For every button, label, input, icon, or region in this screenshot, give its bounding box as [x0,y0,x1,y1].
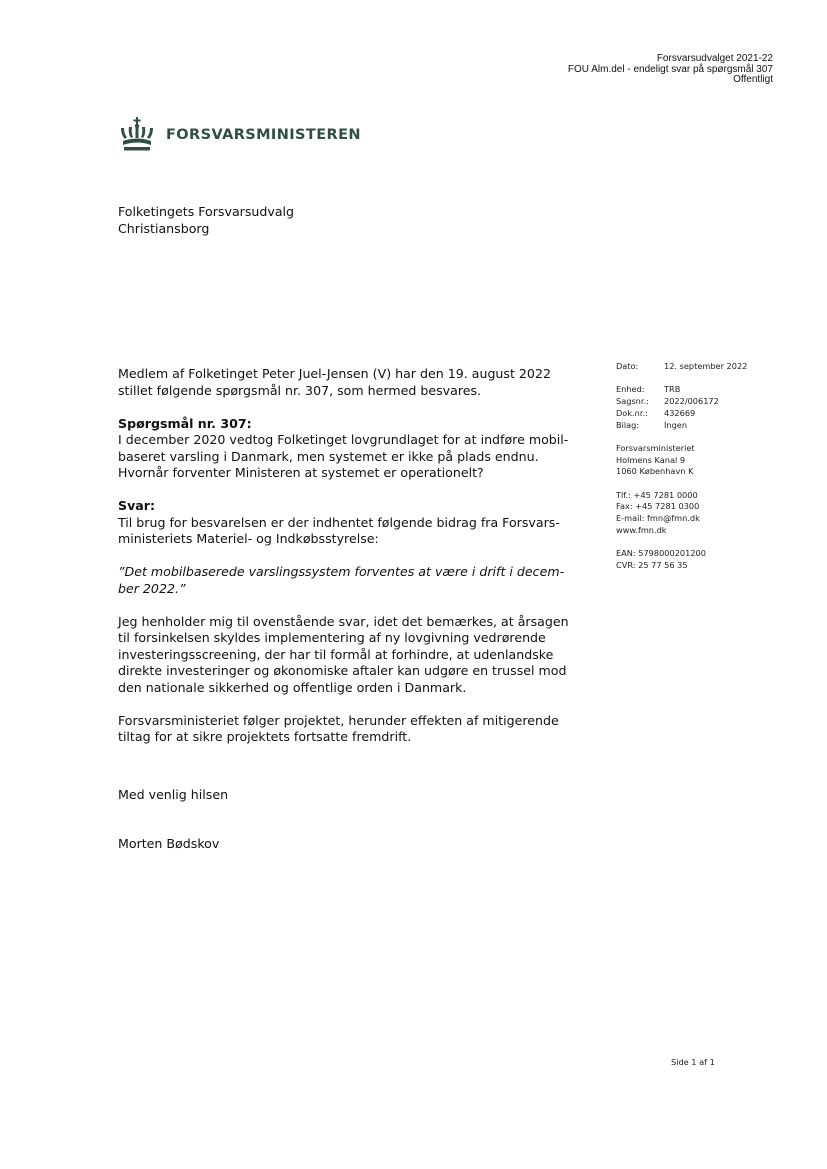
sagsnr-label: Sagsnr.: [616,396,649,407]
paragraph-line: til forsinkelsen skyldes implementering af ny lovgivning vedrørende [118,630,546,645]
paragraph-line: Jeg henholder mig til ovenstående svar, idet det bemærkes, at årsagen [118,613,569,629]
bilag-value: Ingen [664,419,688,430]
signature: Morten Bødskov [118,836,220,851]
enhed-label: Enhed: [616,384,645,395]
question-heading: Spørgsmål nr. 307: [118,415,252,431]
doknr-row [616,408,776,420]
ministry-name: FORSVARSMINISTEREN [166,127,361,143]
paragraph-line: den nationale sikkerhed og offentlige orden i Danmark. [118,679,467,695]
document-reference [568,54,773,86]
doknr-label: Dok.nr.: [616,407,648,418]
crown-icon [118,117,156,153]
address-line: Holmens Kanal 9 [616,454,686,465]
quote-line: ber 2022.” [118,580,186,596]
date-row [616,361,776,373]
email-link[interactable]: E-mail: fmn@fmn.dk [616,513,700,524]
doknr-value: 432669 [664,407,696,418]
answer-heading: Svar: [118,498,156,513]
bilag-row [616,420,776,432]
recipient-address [118,204,294,237]
ean-number: EAN: 5798000201200 [616,548,706,559]
question-line: baseret varsling i Danmark, men systemet er ikke på plads endnu. [118,448,539,464]
quote-line: ”Det mobilbaserede varslingssystem forventes at være i drift i decem- [118,564,565,579]
paragraph-line: tiltag for at sikre projektets fortsatte fremdrift. [118,729,412,744]
sagsnr-value: 2022/006172 [664,396,719,407]
address-line: Forsvarsministeriet [616,442,695,453]
date-value: 12. september 2022 [664,361,748,371]
reference-line: FOU Alm.del - endeligt svar på spørgsmål 307 [567,63,773,75]
address-line: 1060 København K [616,466,694,477]
ministry-logo [118,117,361,153]
intro-line: stillet følgende spørgsmål nr. 307, som hermed besvares. [118,382,482,398]
paragraph-line: Forsvarsministeriet følger projektet, herunder effekten af mitigerende [118,712,559,728]
intro-line: Medlem af Folketinget Peter Juel-Jensen (V) har den 19. august 2022 [118,366,551,381]
bilag-label: Bilag: [616,419,640,430]
enhed-row [616,384,776,396]
website-link[interactable]: www.fmn.dk [616,524,667,535]
date-label: Dato: [616,361,639,371]
status-line: Offentligt [733,74,773,85]
closing: Med venlig hilsen [118,787,229,802]
answer-line: ministeriets Materiel- og Indkøbsstyrelse: [118,531,379,546]
page-number: Side 1 af 1 [671,1057,715,1067]
paragraph-line: direkte investeringer og økonomiske aftaler kan udgøre en trussel mod [118,663,567,678]
recipient-line: Folketingets Forsvarsudvalg [118,204,295,219]
answer-line: Til brug for besvarelsen er der indhentet følgende bidrag fra Forsvars- [118,514,560,530]
letter-metadata [616,361,776,572]
cvr-number: CVR: 25 77 56 35 [616,559,688,570]
question-line: I december 2020 vedtog Folketinget lovgrundlaget for at indføre mobil- [118,432,569,447]
sagsnr-row [616,396,776,408]
recipient-line: Christiansborg [118,220,210,236]
committee-line: Forsvarsudvalget 2021-22 [656,53,773,64]
enhed-value: TRB [664,384,681,395]
question-line: Hvornår forventer Ministeren at systemet er operationelt? [118,465,484,480]
paragraph-line: investeringsscreening, der har til formål at forhindre, at udenlandske [118,646,554,662]
fax: Fax: +45 7281 0300 [616,501,700,512]
phone: Tlf.: +45 7281 0000 [616,489,698,500]
letter-body [118,366,583,746]
